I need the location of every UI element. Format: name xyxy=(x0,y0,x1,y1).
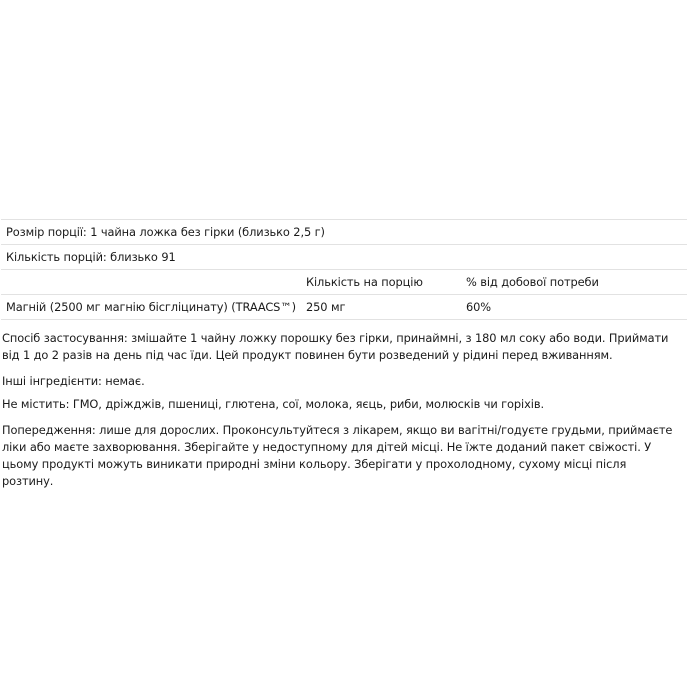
table-header-dv: % від добової потреби xyxy=(466,275,599,289)
table-header-amount: Кількість на порцію xyxy=(306,275,423,289)
other-ingredients-paragraph: Інші інгредієнти: немає. xyxy=(2,374,145,388)
table-header-name xyxy=(1,270,306,295)
serving-size-value: 1 чайна ложка без гірки (близько 2,5 г) xyxy=(90,225,325,239)
table-row xyxy=(1,295,687,320)
supplement-facts-document xyxy=(0,219,688,490)
servings-count-row xyxy=(1,245,687,270)
supplement-facts-table xyxy=(1,219,687,320)
servings-count-label: Кількість порцій: xyxy=(6,250,107,264)
serving-size-label: Розмір порції: xyxy=(6,225,87,239)
nutrient-name: Магній (2500 мг магнію бісгліцинату) (TRAACS™) xyxy=(6,300,296,314)
servings-count-value: близько 91 xyxy=(110,250,176,264)
table-header-row xyxy=(1,270,687,295)
usage-paragraph: Спосіб застосування: змішайте 1 чайну ложку порошку без гірки, принаймні, з 180 мл соку або води. Приймати від 1 до 2 разів на день під час їди. Цей продукт повинен бути розведений у рідині перед вживанням. xyxy=(2,331,669,362)
warning-paragraph: Попередження: лише для дорослих. Проконсультуйтеся з лікарем, якщо ви вагітні/годуєте грудьми, приймаєте ліки або маєте захворювання. Зберігайте у недоступному для дітей місці. Не їжте доданий пакет свіжості. У цьому продукті можуть виникати природні зміни кольору. Зберігати у прохолодному, сухому місці після розтину. xyxy=(2,423,673,488)
nutrient-amount: 250 мг xyxy=(306,300,346,314)
nutrient-daily-value: 60% xyxy=(466,300,492,314)
serving-size-row xyxy=(1,220,687,245)
free-from-paragraph: Не містить: ГМО, дріжджів, пшениці, глютена, сої, молока, яєць, риби, молюсків чи горіхів. xyxy=(2,397,544,411)
